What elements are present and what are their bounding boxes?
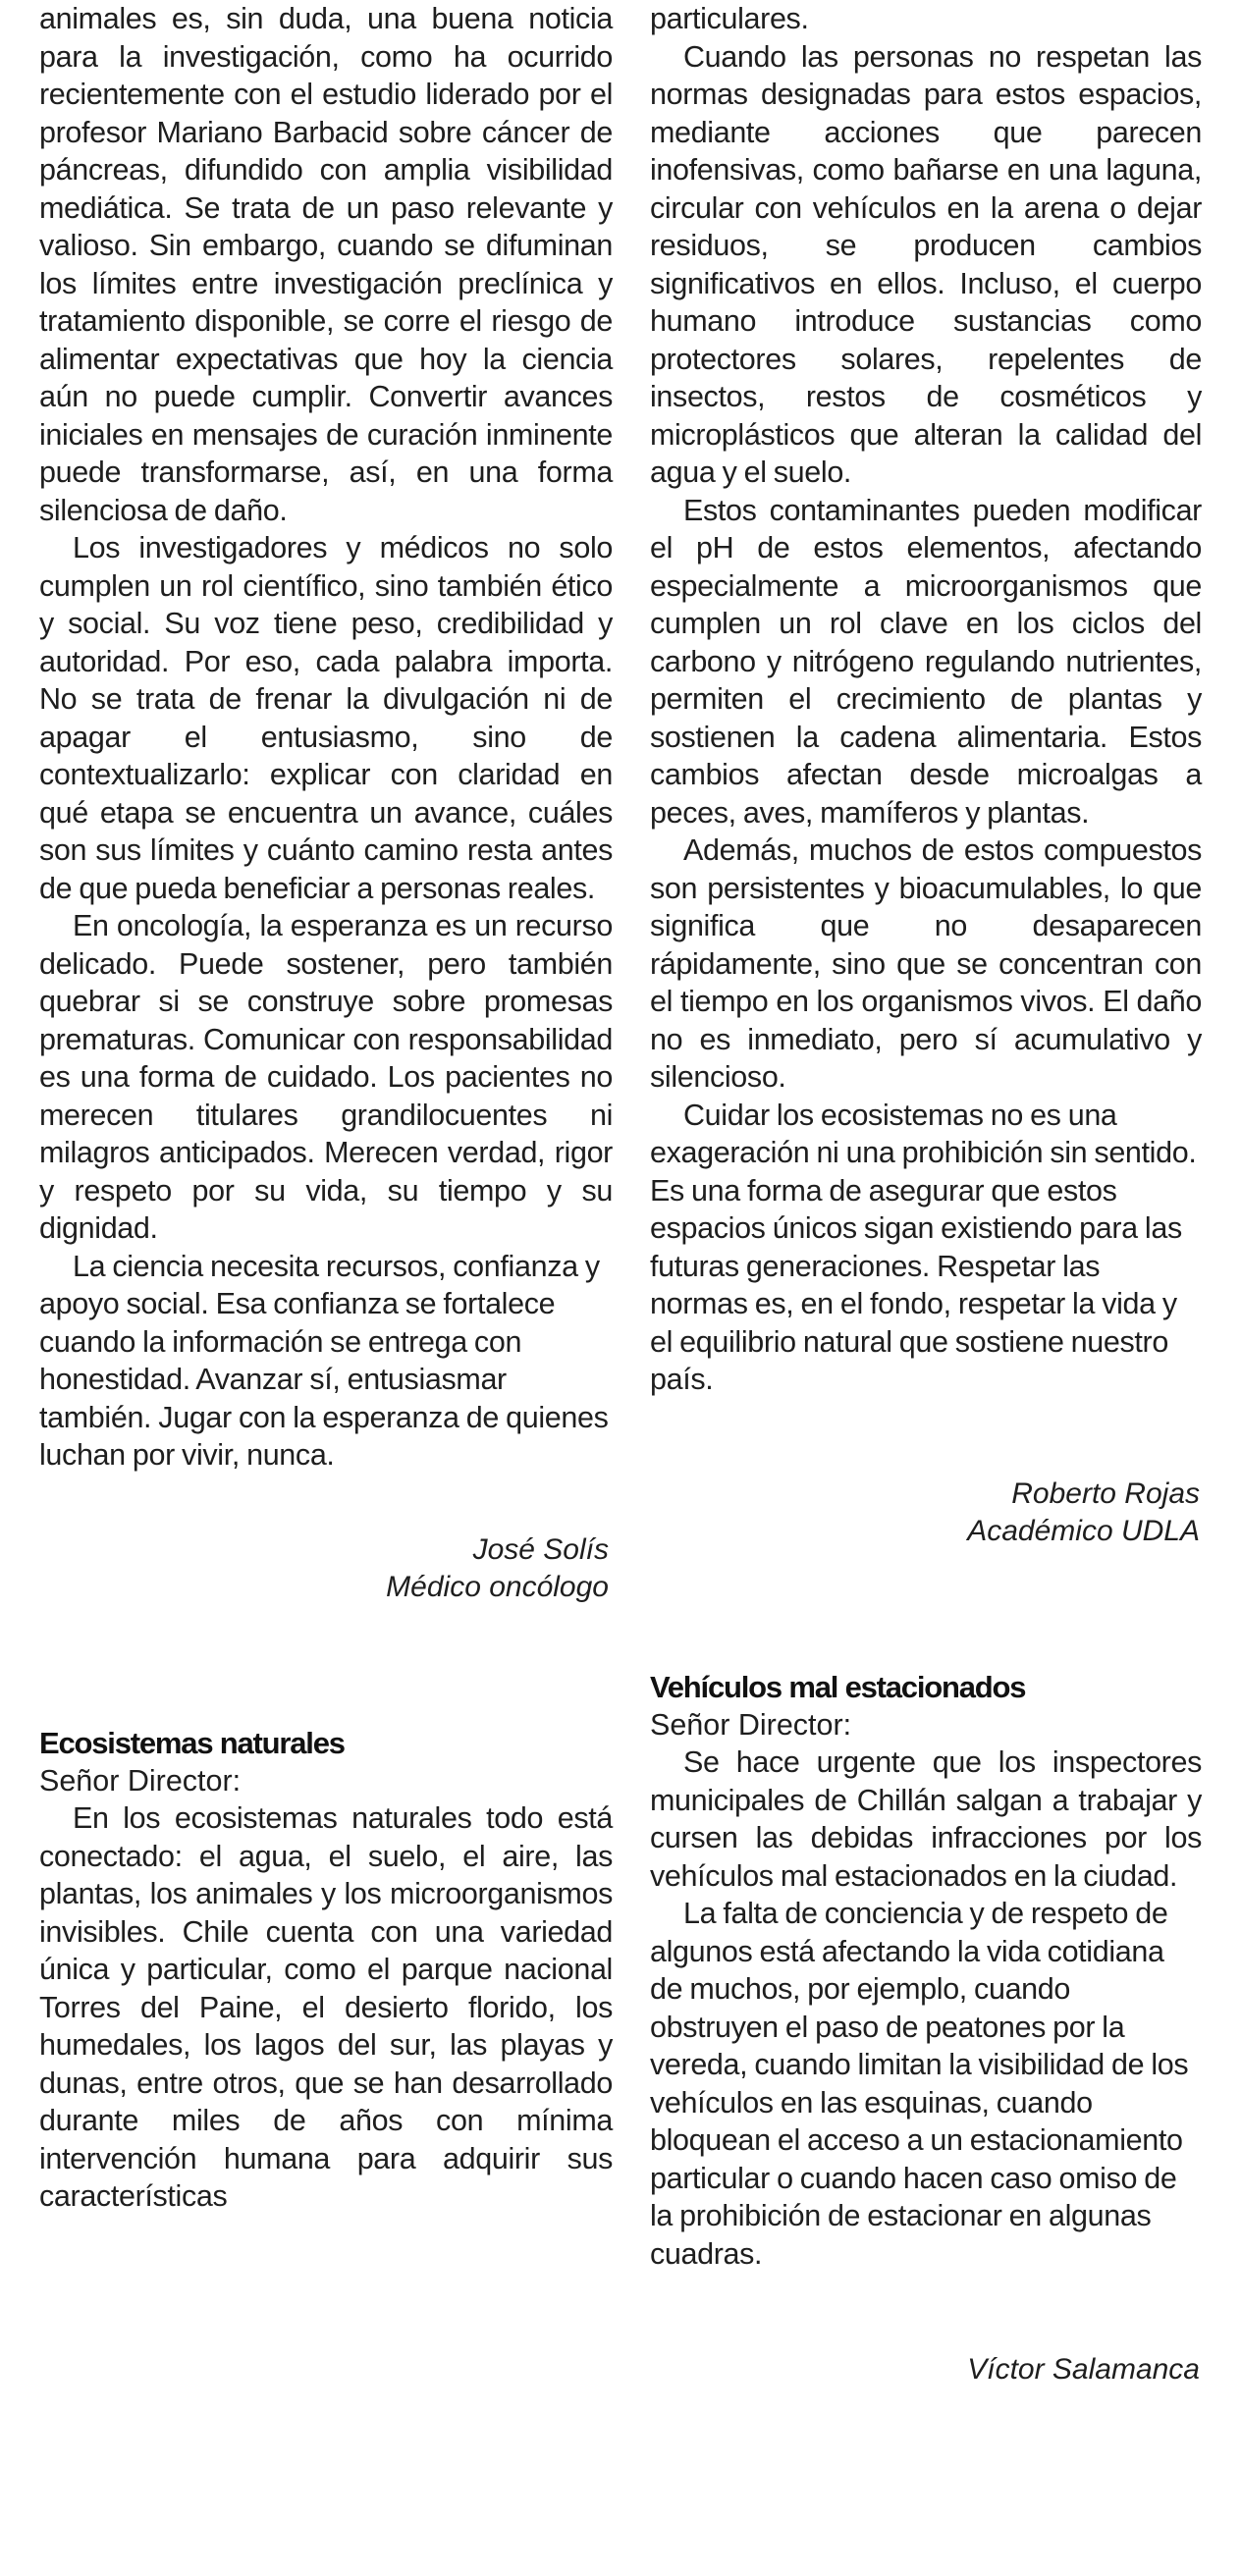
letter-ecosystems xyxy=(39,1725,613,2216)
letter-oncology xyxy=(39,0,613,1607)
paragraph: Cuando las personas no respetan las normas designadas para estos espacios, mediante acciones que parecen inofensivas, como bañarse en una laguna, circular con vehículos en la arena o dejar residuos, se producen cambios significativos en ellos. Incluso, el cuerpo humano introduce sustancias como protectores solares, repelentes de insectos, restos de cosméticos y microplásticos que alteran la calidad del agua y el suelo. xyxy=(650,39,1202,489)
letter-headline: Ecosistemas naturales xyxy=(39,1725,345,1760)
signature-block xyxy=(650,1476,1202,1551)
paragraph: Además, muchos de estos compuestos son persistentes y bioacumulables, lo que significa que no desaparecen rápidamente, sino que se concentran con el tiempo en los organismos vivos. El daño no es inmediato, pero sí acumulativo y silencioso. xyxy=(650,833,1202,1094)
paragraph: Cuidar los ecosistemas no es una exageración ni una prohibición sin sentido. Es una forma de asegurar que estos espacios únicos sigan existiendo para las futuras generaciones. Respetar las normas es, en el fondo, respetar la vida y el equilibrio natural que sostiene nuestro país. xyxy=(650,1098,1197,1396)
letter-headline: Vehículos mal estacionados xyxy=(650,1669,1026,1704)
left-column xyxy=(39,0,613,2576)
paragraph: En oncología, la esperanza es un recurso delicado. Puede sostener, pero también quebrar si se construye sobre promesas prematuras. Comunicar con responsabilidad es una forma de cuidado. Los pacientes no merecen titulares grandilocuentes ni milagros anticipados. Merecen verdad, rigor y respeto por su vida, su tiempo y su dignidad. xyxy=(39,909,613,1245)
paragraph: La ciencia necesita recursos, confianza y apoyo social. Esa confianza se fortalece cuando la información se entrega con honestidad. Avanzar sí, entusiasmar también. Jugar con la esperanza de quienes luchan por vivir, nunca. xyxy=(39,1249,609,1472)
signature-title: Académico UDLA xyxy=(967,1515,1200,1547)
signature-name: Víctor Salamanca xyxy=(967,2353,1200,2386)
right-column xyxy=(650,0,1202,2576)
paragraph: La falta de conciencia y de respeto de algunos está afectando la vida cotidiana de muchos, por ejemplo, cuando obstruyen el paso de peatones por la vereda, cuando limitan la visibilidad de los vehículos en las esquinas, cuando bloquean el acceso a un estacionamiento particular o cuando hacen caso omiso de la prohibición de estacionar en algunas cuadras. xyxy=(650,1897,1189,2271)
paragraph: particulares. xyxy=(650,2,809,35)
paragraph: En los ecosistemas naturales todo está conectado: el agua, el suelo, el aire, las plantas, los animales y los microorganismos invisibles. Chile cuenta con una variedad única y particular, como el parque nacional Torres del Paine, el desierto florido, los humedales, los lagos del sur, las playas y dunas, entre otros, que se han desarrollado durante miles de años con mínima intervención humana para adquirir sus características xyxy=(39,1801,613,2213)
signature-block xyxy=(650,2351,1202,2389)
paragraph: Se hace urgente que los inspectores municipales de Chillán salgan a trabajar y cursen las debidas infracciones por los vehículos mal estacionados en la ciudad. xyxy=(650,1745,1202,1893)
paragraph: Los investigadores y médicos no solo cumplen un rol científico, sino también ético y social. Su voz tiene peso, credibilidad y autoridad. Por eso, cada palabra importa. No se trata de frenar la divulgación ni de apagar el entusiasmo, sino de contextualizarlo: explicar con claridad en qué etapa se encuentra un avance, cuáles son sus límites y cuánto camino resta antes de que pueda beneficiar a personas reales. xyxy=(39,531,613,905)
salutation: Señor Director: xyxy=(650,1707,852,1742)
paragraph: animales es, sin duda, una buena noticia para la investigación, como ha ocurrido recientemente con el estudio liderado por el profesor Mariano Barbacid sobre cáncer de páncreas, difundido con amplia visibilidad mediática. Se trata de un paso relevante y valioso. Sin embargo, cuando se difuminan los límites entre investigación preclínica y tratamiento disponible, se corre el riesgo de alimentar expectativas que hoy la ciencia aún no puede cumplir. Convertir avances iniciales en mensajes de curación inminente puede transformarse, así, en una forma silenciosa de daño. xyxy=(39,2,613,527)
letter-parking xyxy=(650,1669,1202,2389)
signature-title: Médico oncólogo xyxy=(386,1571,609,1603)
signature-name: José Solís xyxy=(472,1532,609,1566)
signature-name: Roberto Rojas xyxy=(1011,1476,1200,1510)
letter-ecosystems-continued xyxy=(650,0,1202,1551)
signature-block xyxy=(39,1531,613,1607)
paragraph: Estos contaminantes pueden modificar el pH de estos elementos, afectando especialmente a microorganismos que cumplen un rol clave en los ciclos del carbono y nitrógeno regulando nutrientes, permiten el crecimiento de plantas y sostienen la cadena alimentaria. Estos cambios afectan desde microalgas a peces, aves, mamíferos y plantas. xyxy=(650,493,1202,830)
salutation: Señor Director: xyxy=(39,1763,242,1798)
